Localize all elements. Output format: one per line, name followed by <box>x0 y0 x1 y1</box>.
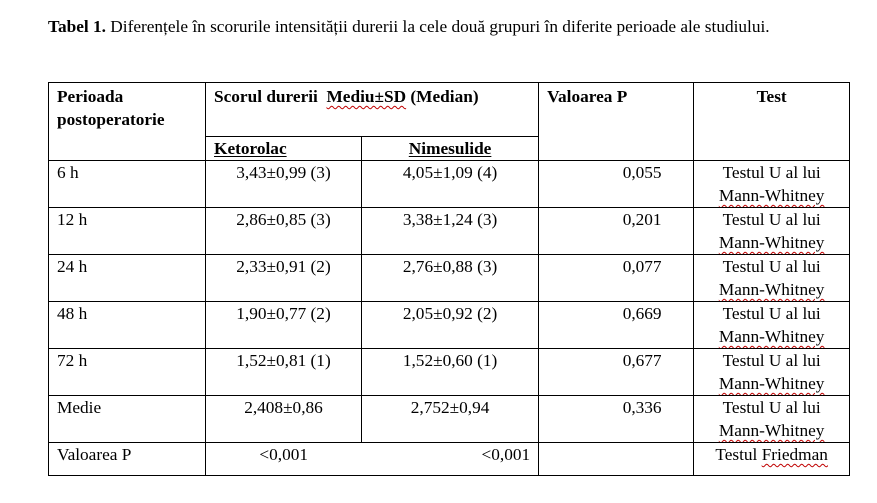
footer-period: Valoarea P <box>49 443 206 476</box>
caption-label: Tabel 1. <box>48 17 106 36</box>
cell-nimesulide: 2,76±0,88 (3) <box>362 255 539 302</box>
cell-period: Medie <box>49 396 206 443</box>
table-row <box>49 396 850 443</box>
cell-nimesulide: 4,05±1,09 (4) <box>362 161 539 208</box>
header-group-nimesulide <box>362 137 539 161</box>
cell-pvalue: 0,669 <box>539 302 694 349</box>
footer-pvalue-empty <box>539 443 694 476</box>
table-row <box>49 255 850 302</box>
cell-nimesulide: 2,05±0,92 (2) <box>362 302 539 349</box>
cell-period: 12 h <box>49 208 206 255</box>
cell-test <box>694 161 850 208</box>
cell-test-line2: Mann-Whitney <box>718 327 825 346</box>
cell-pvalue: 0,055 <box>539 161 694 208</box>
caption-text: Diferențele în scorurile intensității durerii la cele două grupuri în diferite perioade ale studiului. <box>110 17 770 36</box>
cell-test <box>694 349 850 396</box>
cell-test-line2: Mann-Whitney <box>718 233 825 252</box>
footer-row <box>49 443 850 476</box>
cell-nimesulide: 1,52±0,60 (1) <box>362 349 539 396</box>
cell-pvalue: 0,677 <box>539 349 694 396</box>
table-caption <box>48 10 838 43</box>
cell-period: 48 h <box>49 302 206 349</box>
header-score-suffix: (Median) <box>410 87 479 106</box>
header-score <box>206 83 539 137</box>
cell-nimesulide: 2,752±0,94 <box>362 396 539 443</box>
table-row <box>49 349 850 396</box>
cell-ketorolac: 2,408±0,86 <box>206 396 362 443</box>
cell-ketorolac: 2,33±0,91 (2) <box>206 255 362 302</box>
header-period-line1: Perioada <box>57 87 124 106</box>
cell-test <box>694 396 850 443</box>
cell-test <box>694 208 850 255</box>
cell-test-line1: Testul U al lui <box>722 398 821 417</box>
cell-test-line1: Testul U al lui <box>722 304 821 323</box>
footer-test-prefix: Testul <box>715 445 758 464</box>
header-score-stat: Mediu±SD <box>326 87 407 106</box>
footer-test-name: Friedman <box>761 445 828 464</box>
cell-test-line1: Testul U al lui <box>722 163 821 182</box>
header-group-nimesulide-label: Nimesulide <box>408 139 492 158</box>
cell-test <box>694 255 850 302</box>
cell-ketorolac: 3,43±0,99 (3) <box>206 161 362 208</box>
header-row <box>49 83 850 137</box>
footer-ketorolac: <0,001 <box>206 443 362 476</box>
footer-nimesulide: <0,001 <box>362 443 539 476</box>
footer-test <box>694 443 850 476</box>
cell-test-line2: Mann-Whitney <box>718 186 825 205</box>
header-group-ketorolac <box>206 137 362 161</box>
cell-test-line2: Mann-Whitney <box>718 421 825 440</box>
cell-test-line2: Mann-Whitney <box>718 280 825 299</box>
cell-test-line1: Testul U al lui <box>722 257 821 276</box>
cell-period: 6 h <box>49 161 206 208</box>
header-score-prefix: Scorul durerii <box>214 87 318 106</box>
table-row <box>49 208 850 255</box>
table-row <box>49 302 850 349</box>
cell-pvalue: 0,336 <box>539 396 694 443</box>
cell-ketorolac: 2,86±0,85 (3) <box>206 208 362 255</box>
cell-test-line2: Mann-Whitney <box>718 374 825 393</box>
cell-ketorolac: 1,52±0,81 (1) <box>206 349 362 396</box>
cell-ketorolac: 1,90±0,77 (2) <box>206 302 362 349</box>
header-test: Test <box>694 83 850 161</box>
cell-pvalue: 0,077 <box>539 255 694 302</box>
header-period-line2: postoperatorie <box>57 110 165 129</box>
header-pvalue: Valoarea P <box>539 83 694 161</box>
cell-period: 72 h <box>49 349 206 396</box>
header-group-ketorolac-label: Ketorolac <box>214 139 287 158</box>
cell-nimesulide: 3,38±1,24 (3) <box>362 208 539 255</box>
cell-test-line1: Testul U al lui <box>722 210 821 229</box>
cell-test-line1: Testul U al lui <box>722 351 821 370</box>
header-period <box>49 83 206 161</box>
cell-test <box>694 302 850 349</box>
cell-pvalue: 0,201 <box>539 208 694 255</box>
cell-period: 24 h <box>49 255 206 302</box>
table-row <box>49 161 850 208</box>
pain-score-table <box>48 82 850 476</box>
